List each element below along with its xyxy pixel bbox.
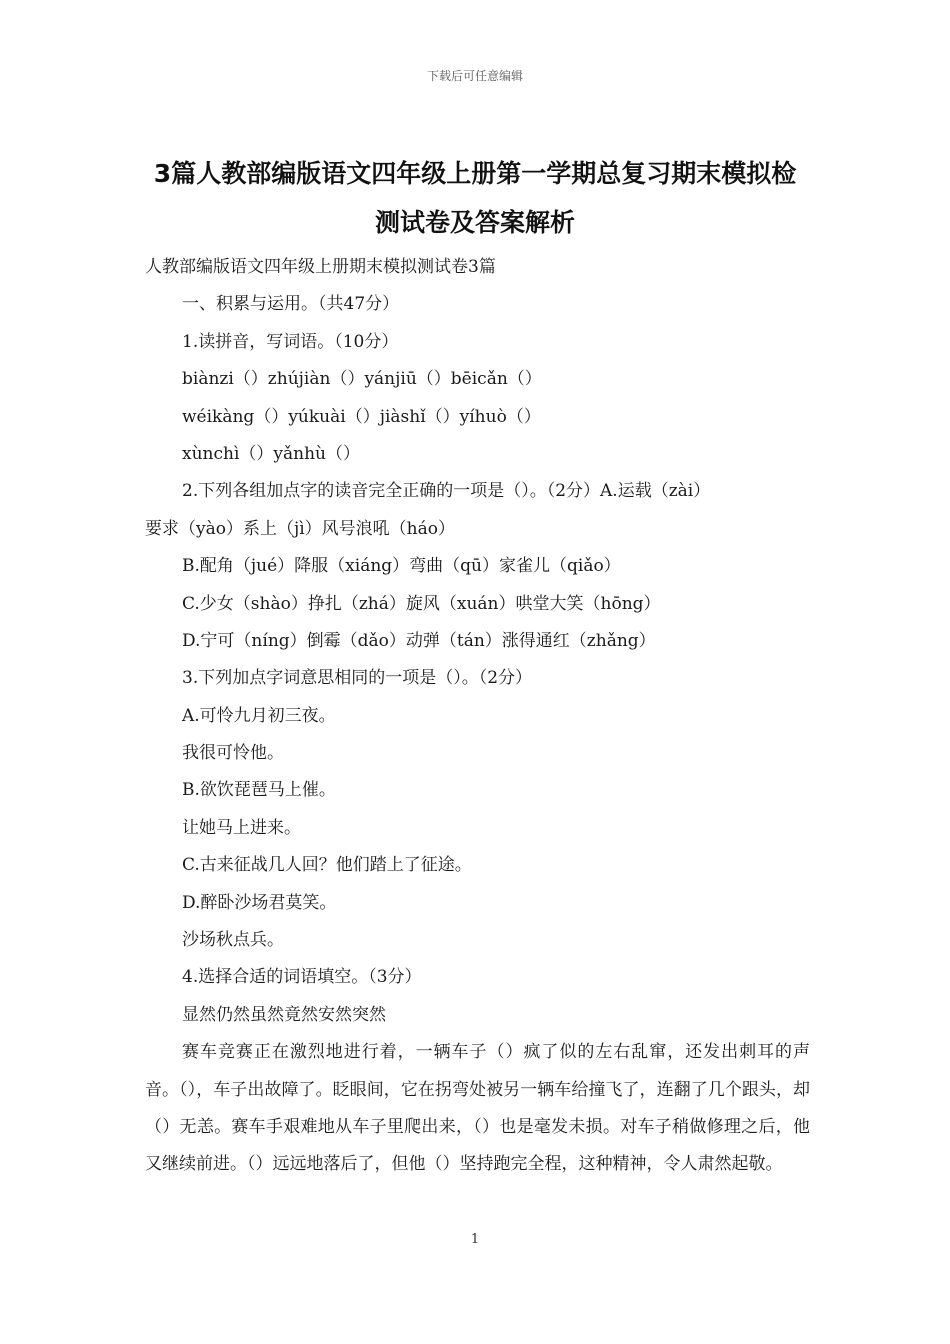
question-3-option-c: C.古来征战几人回？他们踏上了征途。 [182,855,472,876]
question-3-option-a-line-1: A.可怜九月初三夜。 [182,705,336,726]
question-3-heading: 3.下列加点字词意思相同的一项是（）。（2分） [182,668,533,689]
question-2-option-a-continued: 要求（yào）系上（jì）风号浪吼（háo） [145,518,456,539]
question-4-word-options: 显然仍然虽然竟然安然突然 [182,1004,386,1025]
question-4-passage: 赛车竞赛正在激烈地进行着，一辆车子（）疯了似的左右乱窜，还发出刺耳的声音。（），车子出故障了。眨眼间，它在拐弯处被另一辆车给撞飞了，连翻了几个跟头，却（）无恙。赛车手艰难地从车子里爬出来，（）也是毫发未损。对车子稍做修理之后，他又继续前进。（）远远地落后了，但他（）坚持跑完全程，这种精神，令人肃然起敬。 [145,1042,810,1175]
question-2-option-b: B.配角（jué）降服（xiáng）弯曲（qū）家雀儿（qiǎo） [182,556,621,577]
subtitle: 人教部编版语文四年级上册期末模拟测试卷3篇 [145,257,496,277]
section-heading-1: 一、积累与运用。（共47分） [182,294,400,315]
page-header-note: 下载后可任意编辑 [426,69,523,83]
document-title-line-2: 测试卷及答案解析 [374,208,575,237]
pinyin-row-3: xùnchì（）yǎnhù（） [182,443,360,464]
question-4-heading: 4.选择合适的词语填空。（3分） [182,967,422,988]
question-3-option-d-line-2: 沙场秋点兵。 [182,930,284,951]
question-2-option-c: C.少女（shào）挣扎（zhá）旋风（xuán）哄堂大笑（hōng） [182,593,661,614]
question-2-heading: 2.下列各组加点字的读音完全正确的一项是（）。（2分）A.运载（zài） [182,481,711,502]
question-3-option-b-line-1: B.欲饮琵琶马上催。 [182,780,336,801]
question-3-option-a-line-2: 我很可怜他。 [182,743,284,764]
question-3-option-d-line-1: D.醉卧沙场君莫笑。 [182,892,337,913]
pinyin-row-1: biànzi（）zhújiàn（）yánjiū（）bēicǎn（） [182,369,542,390]
question-1-heading: 1.读拼音，写词语。（10分） [182,331,399,352]
document-title-line-1: 3篇人教部编版语文四年级上册第一学期总复习期末模拟检 [153,159,797,188]
document-body [145,249,810,1184]
page-number: 1 [470,1232,480,1247]
question-3-option-b-line-2: 让她马上进来。 [182,817,301,838]
pinyin-row-2: wéikàng（）yúkuài（）jiàshǐ（）yíhuò（） [182,406,541,427]
question-2-option-d: D.宁可（níng）倒霉（dǎo）动弹（tán）涨得通红（zhǎng） [182,630,656,651]
